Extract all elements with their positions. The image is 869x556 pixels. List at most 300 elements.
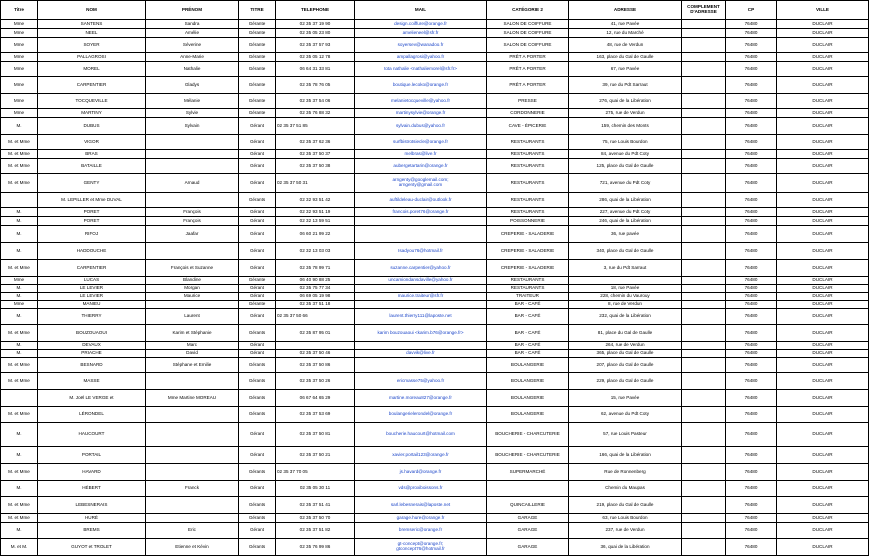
cell-mail[interactable]: sylvain.dubus@yahoo.fr	[355, 118, 487, 135]
cell-adresse: 365, place du Gal de Gaulle	[569, 350, 682, 358]
cell-mail[interactable]: boutique.lecoko@orange.fr	[355, 77, 487, 94]
cell-titre: M. et Mme	[1, 464, 38, 481]
header-adresse: ADRESSE	[569, 1, 682, 20]
cell-cp: 76480	[726, 217, 777, 226]
table-row	[1, 301, 869, 309]
cell-adresse: 246, quai de la Libération	[569, 217, 682, 226]
cell-cp: 76480	[726, 285, 777, 293]
table-row	[1, 109, 869, 118]
cell-ville: DUCLAIR	[777, 342, 869, 350]
cell-mail[interactable]: auftildeleau-duclair@outlook.fr	[355, 193, 487, 208]
cell-titre: M.	[1, 309, 38, 325]
cell-telephone: 02 32 13 03 03	[276, 243, 355, 260]
cell-categorie: PRÊT A PORTER	[487, 62, 569, 77]
cell-ville: DUCLAIR	[777, 94, 869, 109]
cell-mail[interactable]: design.coiffure@orange.fr	[355, 20, 487, 29]
cell-cp: 76480	[726, 29, 777, 38]
cell-categorie: CREPERIE - SALADERIE	[487, 243, 569, 260]
cell-categorie: RESTAURANTS	[487, 135, 569, 150]
cell-prenom	[146, 159, 239, 174]
cell-telephone: 02 32 93 51 42	[276, 193, 355, 208]
cell-ville: DUCLAIR	[777, 390, 869, 407]
cell-role: Gérants	[239, 464, 276, 481]
cell-telephone: 06 67 64 65 29	[276, 390, 355, 407]
cell-complement	[682, 301, 726, 309]
cell-telephone: 02 35 37 50 86	[276, 358, 355, 373]
cell-mail[interactable]: vds@proxiboissons.fr	[355, 481, 487, 497]
table-row	[1, 62, 869, 77]
cell-mail[interactable]: laurent.thierry111@laposte.net	[355, 309, 487, 325]
cell-categorie: BOULANGERIE	[487, 407, 569, 423]
cell-prenom: Mélanie	[146, 94, 239, 109]
cell-ville: DUCLAIR	[777, 217, 869, 226]
cell-categorie: BAR - CAFÉ	[487, 301, 569, 309]
cell-ville: DUCLAIR	[777, 174, 869, 193]
cell-prenom: Blandine	[146, 277, 239, 285]
cell-complement	[682, 53, 726, 62]
cell-mail[interactable]: boulangerielerondel@orange.fr	[355, 407, 487, 423]
cell-role: Gérant	[239, 447, 276, 464]
cell-cp: 76480	[726, 159, 777, 174]
cell-prenom: Amélie	[146, 29, 239, 38]
cell-complement	[682, 447, 726, 464]
cell-nom: MARTINY	[38, 109, 146, 118]
cell-telephone: 02 35 37 50 70	[276, 514, 355, 523]
cell-complement	[682, 193, 726, 208]
header-row	[1, 1, 869, 20]
cell-cp: 76480	[726, 293, 777, 301]
cell-prenom: Jaafar	[146, 226, 239, 243]
cell-prenom: Laurent	[146, 309, 239, 325]
cell-ville: DUCLAIR	[777, 464, 869, 481]
table-row	[1, 208, 869, 217]
cell-mail[interactable]: uncamiondansdaville@yahoo.fr	[355, 277, 487, 285]
cell-cp: 76480	[726, 309, 777, 325]
cell-prenom: Sylvain	[146, 118, 239, 135]
cell-nom: BESNARD	[38, 358, 146, 373]
cell-complement	[682, 373, 726, 390]
cell-titre: M.	[1, 350, 38, 358]
cell-ville: DUCLAIR	[777, 226, 869, 243]
cell-mail[interactable]: melanietocqueville@yahoo.fr	[355, 94, 487, 109]
cell-titre: M. et Mme	[1, 373, 38, 390]
cell-mail[interactable]: maurice.traiteur@sfr.fr	[355, 293, 487, 301]
cell-mail[interactable]: gt-concept@orange.fr; gtconcept76@hotmail.fr	[355, 539, 487, 556]
cell-mail[interactable]: davvik@live.fr	[355, 350, 487, 358]
cell-prenom: Eric	[146, 523, 239, 539]
cell-telephone: 02 35 37 50 26	[276, 373, 355, 390]
cell-adresse: 340, place du Gal de Gaulle	[569, 243, 682, 260]
cell-complement	[682, 208, 726, 217]
cell-prenom	[146, 447, 239, 464]
cell-adresse: 163, place du Gal de Gaulle	[569, 53, 682, 62]
cell-mail[interactable]: ericmasse75@yahoo.fr	[355, 373, 487, 390]
cell-adresse: 3, rue du Pdt Sarraut	[569, 260, 682, 277]
cell-prenom: Etienne et Kévin	[146, 539, 239, 556]
cell-adresse: 12, rue du Marché	[569, 29, 682, 38]
cell-complement	[682, 159, 726, 174]
cell-mail[interactable]: francois.poret76@orange.fr	[355, 208, 487, 217]
cell-titre: Mme	[1, 94, 38, 109]
cell-categorie: BOULANGERIE	[487, 358, 569, 373]
cell-telephone: 02 35 37 54 06	[276, 94, 355, 109]
cell-role: Gérant	[239, 285, 276, 293]
cell-cp: 76480	[726, 342, 777, 350]
header-categorie: CATÉGORIE 2	[487, 1, 569, 20]
cell-nom: DUBUS	[38, 118, 146, 135]
cell-cp: 76480	[726, 260, 777, 277]
cell-titre: M.	[1, 285, 38, 293]
cell-mail	[355, 217, 487, 226]
cell-telephone: 02 35 87 95 01	[276, 325, 355, 342]
cell-cp: 76480	[726, 150, 777, 159]
cell-complement	[682, 464, 726, 481]
table-row	[1, 118, 869, 135]
cell-complement	[682, 539, 726, 556]
table-row	[1, 260, 869, 277]
cell-adresse: Chemin du Maupas	[569, 481, 682, 497]
cell-mail	[355, 358, 487, 373]
cell-mail[interactable]: js.havard@orange.fr	[355, 464, 487, 481]
cell-nom: MANIEU	[38, 301, 146, 309]
cell-role: Gérante	[239, 38, 276, 53]
cell-telephone: 02 35 37 50 21	[276, 447, 355, 464]
cell-categorie: TRAITEUR	[487, 293, 569, 301]
table-row	[1, 514, 869, 523]
cell-role: Gérant	[239, 135, 276, 150]
cell-adresse: 275, rue de Verdun	[569, 109, 682, 118]
cell-ville: DUCLAIR	[777, 208, 869, 217]
cell-titre: M.	[1, 523, 38, 539]
cell-complement	[682, 135, 726, 150]
cell-ville: DUCLAIR	[777, 20, 869, 29]
cell-cp: 76480	[726, 523, 777, 539]
cell-nom: PORET	[38, 217, 146, 226]
cell-mail[interactable]: karim bouzouaoui <karim.b76@orange.fr>	[355, 325, 487, 342]
table-row	[1, 53, 869, 62]
cell-nom: GENTY	[38, 174, 146, 193]
cell-complement	[682, 118, 726, 135]
cell-complement	[682, 390, 726, 407]
cell-prenom: Mme Martine MOREAU	[146, 390, 239, 407]
cell-titre: M.	[1, 342, 38, 350]
cell-telephone	[276, 342, 355, 350]
cell-role: Gérant	[239, 217, 276, 226]
cell-ville: DUCLAIR	[777, 447, 869, 464]
cell-telephone: 02 35 37 62 36	[276, 135, 355, 150]
cell-categorie: SALON DE COIFFURE	[487, 38, 569, 53]
table-row	[1, 285, 869, 293]
cell-role: Gérants	[239, 390, 276, 407]
cell-categorie: SALON DE COIFFURE	[487, 29, 569, 38]
cell-nom: PORTAIL	[38, 447, 146, 464]
table-row	[1, 150, 869, 159]
cell-titre: M.	[1, 481, 38, 497]
table-row	[1, 447, 869, 464]
cell-ville: DUCLAIR	[777, 350, 869, 358]
cell-role: Gérant	[239, 208, 276, 217]
cell-categorie: BAR - CAFÉ	[487, 325, 569, 342]
cell-titre: M. et Mme	[1, 497, 38, 514]
cell-ville: DUCLAIR	[777, 481, 869, 497]
cell-prenom: Séverine	[146, 38, 239, 53]
cell-titre: Mme	[1, 301, 38, 309]
cell-telephone: 02 35 37 50 46	[276, 350, 355, 358]
header-ville: VILLE	[777, 1, 869, 20]
cell-mail	[355, 342, 487, 350]
cell-prenom: Nathalie	[146, 62, 239, 77]
cell-role: Gérant	[239, 423, 276, 447]
cell-ville: DUCLAIR	[777, 523, 869, 539]
cell-role: Gérante	[239, 94, 276, 109]
cell-prenom: David	[146, 350, 239, 358]
cell-role: Gérant	[239, 260, 276, 277]
cell-nom: LUCAS	[38, 277, 146, 285]
table-row	[1, 243, 869, 260]
cell-role: Gérante	[239, 77, 276, 94]
cell-role: Gérant	[239, 150, 276, 159]
cell-role: Gérante	[239, 20, 276, 29]
cell-ville: DUCLAIR	[777, 53, 869, 62]
cell-role: Gérante	[239, 301, 276, 309]
cell-role: Gérant	[239, 174, 276, 193]
cell-titre	[1, 390, 38, 407]
cell-adresse: 36, rue pavée	[569, 226, 682, 243]
cell-categorie: PRÊT A PORTER	[487, 77, 569, 94]
cell-adresse: 15, rue Pavée	[569, 390, 682, 407]
cell-telephone: 02 32 93 51 19	[276, 208, 355, 217]
cell-ville: DUCLAIR	[777, 301, 869, 309]
cell-telephone: 02 35 37 53 69	[276, 407, 355, 423]
cell-ville: DUCLAIR	[777, 193, 869, 208]
cell-adresse: 228, chemin du Vaurouy	[569, 293, 682, 301]
cell-ville: DUCLAIR	[777, 309, 869, 325]
cell-titre: M.	[1, 208, 38, 217]
cell-complement	[682, 309, 726, 325]
cell-adresse: 62, avenue du Pdt Coty	[569, 407, 682, 423]
cell-nom: RIFOJ	[38, 226, 146, 243]
cell-nom: BRAS	[38, 150, 146, 159]
cell-adresse: 276, quai de la Libération	[569, 94, 682, 109]
cell-role: Gérant	[239, 118, 276, 135]
cell-mail[interactable]: bremseric@orange.fr	[355, 523, 487, 539]
cell-mail[interactable]: martine.moreau827@orange.fr	[355, 390, 487, 407]
cell-titre	[1, 193, 38, 208]
cell-nom: HÉBERT	[38, 481, 146, 497]
cell-mail[interactable]: surfbistrotsiecle@orange.fr	[355, 135, 487, 150]
cell-titre: M.	[1, 226, 38, 243]
cell-nom: LE LEVIER	[38, 293, 146, 301]
cell-categorie: CORDONNERIE	[487, 109, 569, 118]
table-row	[1, 38, 869, 53]
cell-cp: 76480	[726, 118, 777, 135]
cell-adresse: 48, rue de Verdun	[569, 38, 682, 53]
cell-complement	[682, 150, 726, 159]
cell-adresse: 63, rue Louis Bourdon	[569, 514, 682, 523]
table-row	[1, 358, 869, 373]
cell-telephone: 02 35 37 50 81	[276, 423, 355, 447]
cell-cp: 76480	[726, 135, 777, 150]
cell-ville: DUCLAIR	[777, 285, 869, 293]
cell-telephone: 02 35 78 76 05	[276, 77, 355, 94]
cell-ville: DUCLAIR	[777, 497, 869, 514]
cell-titre: M. et Mme	[1, 407, 38, 423]
cell-categorie: PRESSE	[487, 94, 569, 109]
cell-cp: 76480	[726, 497, 777, 514]
table-row	[1, 539, 869, 556]
cell-complement	[682, 77, 726, 94]
cell-telephone: 02 35 75 77 34	[276, 285, 355, 293]
cell-nom: CARPENTIER	[38, 77, 146, 94]
cell-titre: Mme	[1, 29, 38, 38]
cell-mail[interactable]: xavier.portail123@orange.fr	[355, 447, 487, 464]
cell-cp: 76480	[726, 243, 777, 260]
header-telephone: TELEPHONE	[276, 1, 355, 20]
cell-telephone: 06 40 90 88 25	[276, 277, 355, 285]
cell-telephone: 02 35 37 50 66	[276, 309, 355, 325]
cell-adresse: 57, rue Louis Pasteur	[569, 423, 682, 447]
cell-complement	[682, 260, 726, 277]
header-titre: Titre	[1, 1, 38, 20]
cell-prenom	[146, 464, 239, 481]
cell-categorie: PRÊT A PORTER	[487, 53, 569, 62]
cell-titre: M. et Mme	[1, 135, 38, 150]
table-row	[1, 226, 869, 243]
header-titre-role: TITRE	[239, 1, 276, 20]
cell-adresse: 721, avenue du Pdt Coty	[569, 174, 682, 193]
cell-categorie: BOUCHERIE - CHARCUTERIE	[487, 423, 569, 447]
cell-ville: DUCLAIR	[777, 62, 869, 77]
header-cp: CP	[726, 1, 777, 20]
cell-categorie: SALON DE COIFFURE	[487, 20, 569, 29]
cell-telephone: 02 35 37 50 31	[276, 174, 355, 193]
cell-cp: 76480	[726, 358, 777, 373]
cell-adresse: 237, rue de Verdun	[569, 523, 682, 539]
cell-telephone: 02 35 37 57 93	[276, 38, 355, 53]
table-row	[1, 217, 869, 226]
cell-nom: VIGOR	[38, 135, 146, 150]
table-row	[1, 159, 869, 174]
cell-ville: DUCLAIR	[777, 159, 869, 174]
cell-prenom: Anne-Marie	[146, 53, 239, 62]
cell-prenom: François	[146, 208, 239, 217]
table-row	[1, 325, 869, 342]
cell-complement	[682, 226, 726, 243]
cell-complement	[682, 217, 726, 226]
cell-nom: HADDOUCHE	[38, 243, 146, 260]
cell-cp: 76480	[726, 53, 777, 62]
cell-categorie: CAVE - ÉPICERIE	[487, 118, 569, 135]
cell-complement	[682, 243, 726, 260]
cell-nom: GUYOT et TROLET	[38, 539, 146, 556]
cell-mail[interactable]: sarl.lebesnerais@laposte.net	[355, 497, 487, 514]
cell-mail[interactable]: soyersev@wanadoo.fr	[355, 38, 487, 53]
table-row	[1, 277, 869, 285]
cell-prenom: Karim et Stéphanie	[146, 325, 239, 342]
cell-categorie: BAR - CAFÉ	[487, 342, 569, 350]
cell-adresse: 229, place du Gal de Gaulle	[569, 373, 682, 390]
table-row	[1, 135, 869, 150]
cell-mail[interactable]: amelieneel@sfr.fr	[355, 29, 487, 38]
cell-complement	[682, 358, 726, 373]
cell-titre: M. et Mme	[1, 514, 38, 523]
cell-ville: DUCLAIR	[777, 109, 869, 118]
cell-complement	[682, 62, 726, 77]
cell-role: Gérants	[239, 358, 276, 373]
cell-titre: M.	[1, 293, 38, 301]
cell-categorie: CREPERIE - SALADERIE	[487, 260, 569, 277]
table-row	[1, 464, 869, 481]
cell-cp: 76480	[726, 539, 777, 556]
cell-mail[interactable]: arngenty@googlemail.com; arngenty@gmail.com	[355, 174, 487, 193]
cell-categorie: RESTAURANTS	[487, 277, 569, 285]
cell-complement	[682, 277, 726, 285]
cell-cp: 76480	[726, 193, 777, 208]
cell-titre: Mme	[1, 38, 38, 53]
cell-cp: 76480	[726, 373, 777, 390]
cell-prenom	[146, 407, 239, 423]
cell-nom: PRIACHE	[38, 350, 146, 358]
cell-complement	[682, 514, 726, 523]
cell-cp: 76480	[726, 94, 777, 109]
cell-ville: DUCLAIR	[777, 243, 869, 260]
cell-adresse: 207, place du Gal de Gaulle	[569, 358, 682, 373]
cell-cp: 76480	[726, 407, 777, 423]
cell-categorie: SUPERMARCHÉ	[487, 464, 569, 481]
cell-nom: LEBESNERAIS	[38, 497, 146, 514]
cell-cp: 76480	[726, 226, 777, 243]
cell-nom: THIERRY	[38, 309, 146, 325]
cell-role: Gérante	[239, 277, 276, 285]
cell-telephone: 06 60 21 99 22	[276, 226, 355, 243]
cell-mail[interactable]: melbras@live.fr	[355, 150, 487, 159]
cell-role: Gérants	[239, 539, 276, 556]
cell-telephone: 02 35 37 50 37	[276, 150, 355, 159]
cell-complement	[682, 523, 726, 539]
cell-mail[interactable]: ampallagrosi@yahoo.fr	[355, 53, 487, 62]
cell-prenom	[146, 373, 239, 390]
cell-nom: DEVAUX	[38, 342, 146, 350]
cell-role: Gérant	[239, 243, 276, 260]
cell-mail[interactable]: garage.hure@orange.fr	[355, 514, 487, 523]
cell-mail[interactable]: tota nathalie <nathaliemorel@sfr.fr>	[355, 62, 487, 77]
cell-role: Gérante	[239, 109, 276, 118]
cell-cp: 76480	[726, 423, 777, 447]
cell-titre: M. et Mme	[1, 358, 38, 373]
header-nom: NOM	[38, 1, 146, 20]
cell-ville: DUCLAIR	[777, 277, 869, 285]
cell-titre: M. et Mme	[1, 325, 38, 342]
cell-mail[interactable]: aubergetartarin@orange.fr	[355, 159, 487, 174]
cell-complement	[682, 174, 726, 193]
cell-categorie: RESTAURANTS	[487, 159, 569, 174]
cell-mail[interactable]: suzanne.carpentier@yahoo.fr	[355, 260, 487, 277]
cell-nom: HAUCOURT	[38, 423, 146, 447]
cell-role: Gérante	[239, 29, 276, 38]
cell-cp: 76480	[726, 109, 777, 118]
table-row	[1, 293, 869, 301]
cell-mail[interactable]: Isadyou76@hotmail.fr	[355, 243, 487, 260]
cell-nom: MASSE	[38, 373, 146, 390]
cell-mail[interactable]: boucherie.haucourt@hotmail.com	[355, 423, 487, 447]
cell-titre: M. et Mme	[1, 159, 38, 174]
cell-mail[interactable]: martinysylvie@orange.fr	[355, 109, 487, 118]
cell-role: Gérants	[239, 407, 276, 423]
cell-adresse: 84, avenue du Pdt Coty	[569, 150, 682, 159]
cell-prenom	[146, 150, 239, 159]
cell-nom: MOREL	[38, 62, 146, 77]
cell-telephone: 02 35 37 51 18	[276, 301, 355, 309]
